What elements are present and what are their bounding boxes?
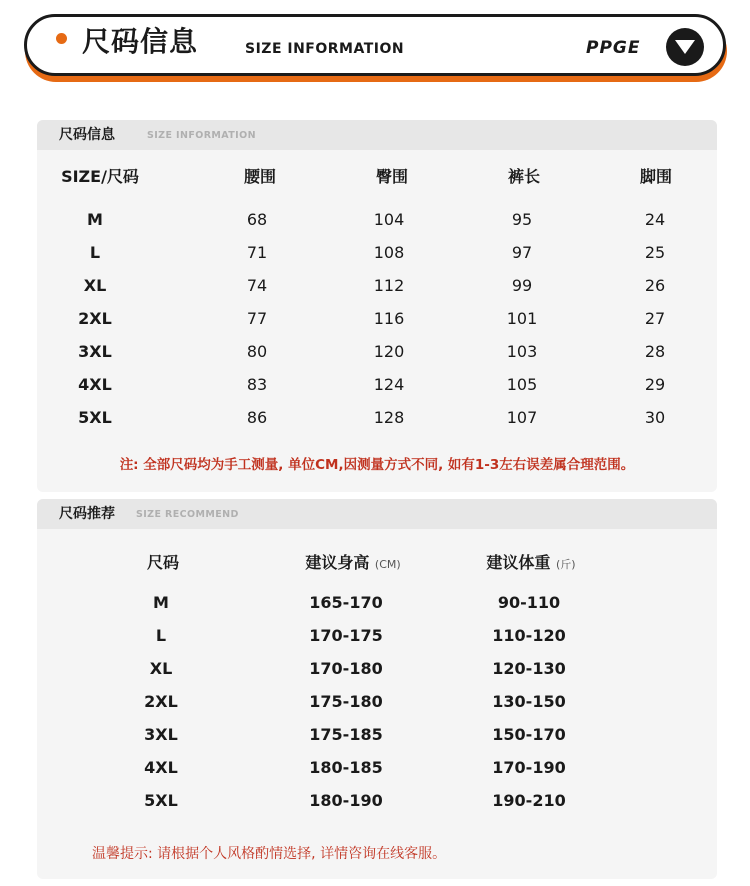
cell-height: 175-180 [309,692,383,711]
column-header-weight [446,551,616,577]
cell-size: 2XL [78,309,112,328]
cell-weight: 150-170 [492,725,566,744]
cell-hem: 28 [644,342,666,361]
column-header-height-label: 建议身高 [305,553,370,572]
cell-waist: 71 [246,243,268,262]
cell-size: 2XL [144,692,178,711]
cell-height: 175-185 [309,725,383,744]
cell-height: 180-190 [309,791,383,810]
cell-hip: 128 [373,408,405,427]
cell-waist: 80 [246,342,268,361]
cell-hip: 104 [373,210,405,229]
cell-size: XL [83,276,107,295]
cell-hem: 26 [644,276,666,295]
table-header-row [37,551,717,575]
column-header-hip: 臀围 [375,167,408,186]
column-header-hem: 脚围 [639,167,672,186]
cell-weight: 170-190 [492,758,566,777]
table-row [37,624,717,648]
cell-size: M [153,593,169,612]
cell-length: 105 [506,375,538,394]
cell-size: 3XL [144,725,178,744]
cell-hip: 108 [373,243,405,262]
cell-waist: 74 [246,276,268,295]
table-row [37,756,717,780]
table-row [37,723,717,747]
cell-hem: 27 [644,309,666,328]
cell-size: 4XL [144,758,178,777]
cell-hip: 120 [373,342,405,361]
cell-height: 170-175 [309,626,383,645]
column-header-waist: 腰围 [243,167,276,186]
cell-length: 99 [511,276,533,295]
column-header-height [268,551,438,577]
cell-size: 5XL [78,408,112,427]
cell-height: 165-170 [309,593,383,612]
cell-weight: 120-130 [492,659,566,678]
cell-waist: 83 [246,375,268,394]
size-info-header [37,120,717,150]
table-row [37,591,717,615]
cell-size: 5XL [144,791,178,810]
table-row [37,657,717,681]
cell-weight: 90-110 [497,593,561,612]
table-row [37,340,717,364]
cell-height: 180-185 [309,758,383,777]
cell-length: 95 [511,210,533,229]
brand-logo: PPGE [586,38,641,58]
chevron-down-glyph [674,38,696,56]
cell-height: 170-180 [309,659,383,678]
cell-weight: 130-150 [492,692,566,711]
table-row [37,789,717,813]
column-header-size: SIZE/尺码 [61,167,139,186]
cell-waist: 77 [246,309,268,328]
size-info-subtitle: SIZE INFORMATION [147,130,256,141]
table-header-row [37,165,717,189]
cell-hip: 116 [373,309,405,328]
column-header-weight-label: 建议体重 [486,553,551,572]
cell-hip: 124 [373,375,405,394]
cell-length: 103 [506,342,538,361]
cell-size: XL [149,659,173,678]
column-header-weight-unit: (斤) [556,558,576,571]
bullet-dot-icon [56,33,67,44]
table-row [37,241,717,265]
column-header-height-unit: (CM) [374,558,401,571]
size-recommend-header [37,499,717,529]
column-header-size-label: 尺码 [146,553,179,572]
cell-hem: 29 [644,375,666,394]
cell-size: 3XL [78,342,112,361]
cell-length: 101 [506,309,538,328]
table-row [37,690,717,714]
banner-title: 尺码信息 [82,25,199,58]
column-header-size [78,551,248,575]
cell-length: 97 [511,243,533,262]
table-row [37,373,717,397]
cell-waist: 86 [246,408,268,427]
cell-weight: 190-210 [492,791,566,810]
size-recommend-subtitle: SIZE RECOMMEND [136,509,239,520]
cell-length: 107 [506,408,538,427]
recommend-tip: 温馨提示: 请根据个人风格酌情选择, 详情咨询在线客服。 [92,846,447,862]
cell-size: 4XL [78,375,112,394]
size-recommend-title: 尺码推荐 [59,506,115,522]
chevron-down-icon[interactable] [666,28,704,66]
cell-weight: 110-120 [492,626,566,645]
cell-size: L [89,243,101,262]
cell-size: L [155,626,167,645]
cell-hip: 112 [373,276,405,295]
column-header-length: 裤长 [507,167,540,186]
table-row [37,274,717,298]
table-row [37,307,717,331]
size-info-title: 尺码信息 [59,127,115,143]
measurement-note: 注: 全部尺码均为手工测量, 单位CM,因测量方式不同, 如有1-3左右误差属合理范围。 [119,457,635,473]
banner-subtitle: SIZE INFORMATION [245,41,405,57]
table-row [37,406,717,430]
cell-hem: 24 [644,210,666,229]
table-row [37,208,717,232]
cell-waist: 68 [246,210,268,229]
cell-hem: 25 [644,243,666,262]
cell-size: M [87,210,103,229]
cell-hem: 30 [644,408,666,427]
